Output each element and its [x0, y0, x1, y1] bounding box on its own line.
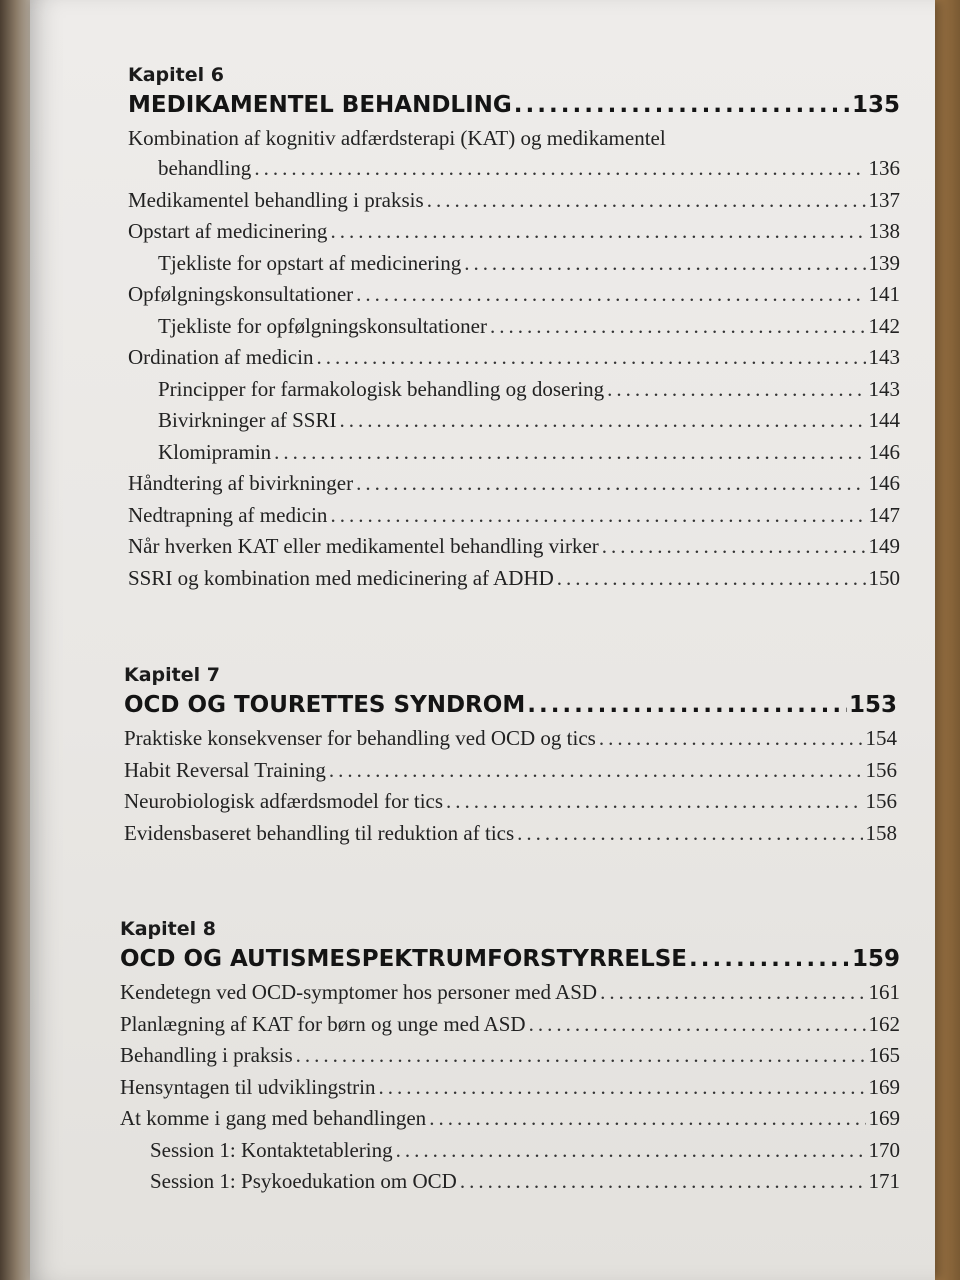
dot-leader	[602, 534, 866, 559]
toc-subentry	[120, 1138, 900, 1170]
toc-entry-text: Planlægning af KAT for børn og unge med ASD	[120, 1011, 526, 1036]
toc-entry-text: Habit Reversal Training	[124, 757, 326, 782]
toc-entry	[124, 789, 897, 821]
toc-entry	[128, 282, 900, 314]
toc-entry-text: Nedtrapning af medicin	[128, 502, 328, 527]
toc-entry-text: Kendetegn ved OCD-symptomer hos personer med ASD	[120, 980, 598, 1004]
dot-leader	[446, 789, 862, 814]
toc-entry-text: Medikamentel behandling i praksis	[128, 187, 424, 212]
toc-page-number: 139	[868, 250, 900, 275]
dot-leader	[490, 314, 866, 339]
toc-page-number: 150	[868, 565, 900, 590]
toc-entry-text: Tjekliste for opfølgningskonsultationer	[158, 313, 487, 338]
toc-entry-text: Tjekliste for opstart af medicinering	[158, 250, 462, 275]
toc-page-number: 162	[868, 1011, 900, 1036]
toc-entry-text: Praktiske konsekvenser for behandling ved OCD og tics	[124, 726, 596, 750]
chapter-title: OCD OG AUTISMESPEKTRUMFORSTYRRELSE	[120, 946, 688, 972]
chapter-title-row	[120, 946, 900, 980]
chapter-page-number: 159	[851, 946, 900, 972]
chapter-title-row	[128, 92, 900, 126]
chapter-6	[128, 64, 900, 597]
chapter-page-number: 135	[851, 92, 900, 118]
dot-leader	[557, 566, 866, 591]
toc-page-number: 170	[868, 1137, 900, 1162]
toc-subentry	[128, 377, 900, 409]
dot-leader	[396, 1138, 866, 1163]
dot-leader	[378, 1075, 865, 1100]
toc-page-number: 161	[868, 980, 900, 1004]
dot-leader	[274, 440, 865, 465]
toc-page-number: 143	[868, 376, 900, 401]
toc-entry-text: Principper for farmakologisk behandling og dosering	[158, 376, 605, 401]
toc-page-number: 137	[868, 187, 900, 212]
toc-page-number: 165	[868, 1043, 900, 1067]
toc-page-number: 156	[865, 789, 897, 813]
dot-leader	[329, 758, 863, 783]
toc-entry	[128, 219, 900, 251]
toc-entry-text: behandling	[158, 156, 252, 180]
toc-entry	[124, 758, 897, 790]
toc-entry-text: Opstart af medicinering	[128, 219, 328, 243]
dot-leader	[330, 503, 865, 528]
toc-entry-text: Neurobiologisk adfærdsmodel for tics	[124, 789, 444, 813]
toc-entry-first-line: Kombination af kognitiv adfærdsterapi (KAT) og medikamentel	[128, 126, 666, 150]
toc-entry-text: At komme i gang med behandlingen	[120, 1106, 427, 1130]
chapter-8	[120, 918, 900, 1201]
toc-subentry	[128, 408, 900, 440]
book-page	[30, 0, 935, 1280]
toc-page-number: 149	[868, 534, 900, 558]
dot-leader	[517, 821, 862, 846]
toc-page-number: 154	[865, 726, 897, 750]
dot-leader	[514, 92, 850, 118]
toc-entry	[124, 821, 897, 853]
toc-page-number: 156	[865, 757, 897, 782]
toc-entry-text: Hensyntagen til udviklingstrin	[120, 1074, 376, 1099]
chapter-title: OCD OG TOURETTES SYNDROM	[124, 692, 526, 718]
toc-page-number: 142	[868, 313, 900, 338]
toc-entry-text: Klomipramin	[158, 439, 272, 464]
dot-leader	[330, 219, 865, 244]
toc-entry	[128, 471, 900, 503]
toc-page-number: 146	[868, 439, 900, 464]
toc-page-number: 144	[868, 408, 900, 432]
toc-entry	[128, 566, 900, 598]
toc-entry-text: Behandling i praksis	[120, 1043, 293, 1067]
dot-leader	[316, 345, 865, 370]
chapter-label: Kapitel 7	[124, 664, 220, 686]
toc-page-number: 141	[868, 282, 900, 306]
dot-leader	[600, 980, 865, 1005]
toc-subentry	[120, 1169, 900, 1201]
toc-entry	[120, 1075, 900, 1107]
dot-leader	[254, 156, 865, 181]
toc-entry	[128, 534, 900, 566]
toc-entry	[120, 980, 900, 1012]
dot-leader	[607, 377, 865, 402]
toc-page-number: 143	[868, 345, 900, 369]
toc-page-number: 138	[868, 219, 900, 243]
dot-leader	[464, 251, 865, 276]
dot-leader	[296, 1043, 866, 1068]
toc-entry-text: Ordination af medicin	[128, 345, 314, 369]
toc-entry	[124, 726, 897, 758]
dot-leader	[356, 282, 865, 307]
toc-entry	[120, 1106, 900, 1138]
chapter-page-number: 153	[848, 692, 897, 718]
chapter-title: MEDIKAMENTEL BEHANDLING	[128, 92, 512, 118]
toc-entry-text: Session 1: Kontaktetablering	[150, 1137, 393, 1162]
toc-entry-text: Evidensbaseret behandling til reduktion af tics	[124, 820, 515, 845]
dot-leader	[689, 946, 850, 972]
toc-entry-text: Håndtering af bivirkninger	[128, 471, 354, 495]
dot-leader	[599, 726, 863, 751]
toc-entry	[128, 345, 900, 377]
dot-leader	[429, 1106, 865, 1131]
toc-page-number: 169	[868, 1074, 900, 1099]
chapter-label: Kapitel 8	[120, 918, 216, 940]
toc-entry-text: Bivirkninger af SSRI	[158, 408, 337, 432]
toc-page-number: 169	[868, 1106, 900, 1130]
dot-leader	[340, 408, 866, 433]
chapter-7	[124, 664, 897, 852]
toc-subentry	[128, 251, 900, 283]
dot-leader	[427, 188, 866, 213]
toc-subentry	[128, 314, 900, 346]
toc-entry-text: Opfølgningskonsultationer	[128, 282, 354, 306]
dot-leader	[529, 1012, 866, 1037]
toc-entry	[120, 1043, 900, 1075]
dot-leader	[460, 1169, 866, 1194]
dot-leader	[356, 471, 865, 496]
toc-page-number: 147	[868, 502, 900, 527]
toc-entry-text: Session 1: Psykoedukation om OCD	[150, 1169, 457, 1193]
toc-entry	[120, 1012, 900, 1044]
toc-subentry	[128, 440, 900, 472]
chapter-label: Kapitel 6	[128, 64, 224, 86]
toc-entry-text: SSRI og kombination med medicinering af ADHD	[128, 565, 554, 590]
toc-page-number: 158	[865, 820, 897, 845]
toc-entry	[128, 503, 900, 535]
toc-page-number: 146	[868, 471, 900, 495]
toc-entry-text: Når hverken KAT eller medikamentel behandling virker	[128, 534, 599, 558]
toc-entry	[128, 188, 900, 220]
toc-page-number: 136	[868, 156, 900, 180]
chapter-title-row	[124, 692, 897, 726]
toc-page-number: 171	[868, 1169, 900, 1193]
toc-entry	[128, 156, 900, 188]
dot-leader	[527, 692, 847, 718]
